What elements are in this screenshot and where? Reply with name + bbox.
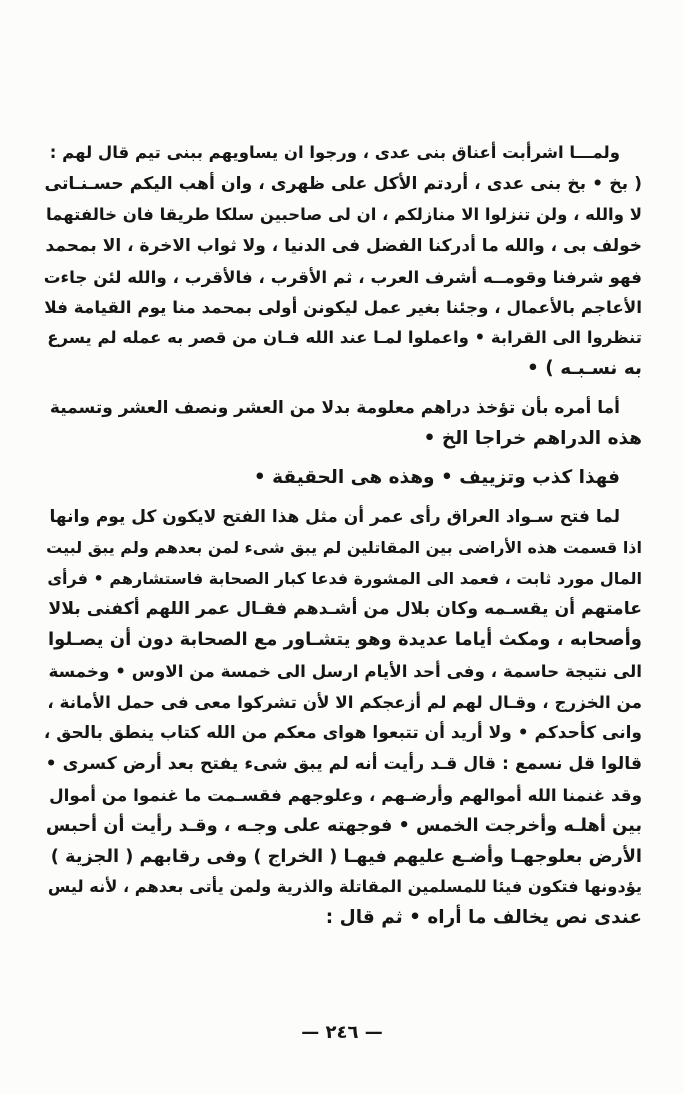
paragraph-3 [44, 463, 642, 494]
text-line: ( بخ • بخ بنى عدى ، أردتم الأكل على ظهرى ، وان أهب اليكم حسـنـاتى [44, 173, 642, 194]
text-line: خولف بى ، والله ما أدركنا الفضل فى الدنيا ، ولا ثواب الاخرة ، الا بمحمد [45, 235, 642, 256]
text-line: لا والله ، ولن تنزلوا الا منازلكم ، ان لى صاحبين سلكا طريقا فان خالفتهما [45, 204, 642, 224]
text-line: لما فتح سـواد العراق رأى عمر أن مثل هذا الفتح لايكون كل يوم وانها [49, 506, 620, 527]
text-line: وأصحابه ، ومكث أياما عديدة وهو يتشـاور مع الصحابة دون أن يصـلوا [48, 629, 642, 651]
text-line: عامتهم أن يقسـمه وكان بلال من أشـدهم فقـال عمر اللهم أكفنى بلالا [48, 599, 642, 620]
paragraph-2 [44, 393, 642, 455]
text-line: بين أهلـه وأخرجت الخمس • فوجهته على وجـه ، وقـد رأيت أن أحبس [45, 815, 642, 836]
text-line: قالوا قل نسمع : قال قـد رأيت أنه لم يبق شىء يفتح بعد أرض كسرى • [45, 753, 642, 774]
paragraph-4 [44, 502, 642, 934]
text-line: فهو شرفنا وقومــه أشرف العرب ، ثم الأقرب ، فالأقرب ، والله لئن جاءت [44, 266, 642, 287]
text-line: أما أمره بأن تؤخذ دراهم معلومة بدلا من العشر ونصف العشر وتسمية [49, 398, 620, 419]
body-text [44, 138, 642, 934]
text-line: به نسـبـه ) • [527, 358, 642, 380]
text-line: تنظروا الى القرابة • واعملوا لمـا عند الله فـان من قصر به عمله لم يسرع [47, 328, 642, 348]
text-line: المال مورد ثابت ، فعمد الى المشورة فدعا كبار الصحابة فاستشارهم • فرأى [47, 568, 642, 588]
text-line: هذه الدراهم خراجا الخ • [423, 428, 642, 450]
text-line: من الخزرج ، وقـال لهم لم أزعجكم الا لأن تشركوا معى فى حمل الأمانة ، [47, 692, 642, 713]
paragraph-1 [44, 138, 642, 385]
text-line: الأرض بعلوجهـا وأضـع عليهم فيهـا ( الخراج ) وفى رقابهم ( الجزية ) [50, 846, 642, 867]
text-line: عندى نص يخالف ما أراه • ثم قال : [325, 907, 642, 929]
text-line: وقد غنمنا الله أموالهم وأرضـهم ، وعلوجهم فقسـمت ما غنموا من أموال [49, 784, 642, 805]
text-line: اذا قسمت هذه الأراضى بين المقاتلين لم يبق شىء لمن بعدهم ولم يبق لبيت [46, 537, 642, 557]
text-line: الأعاجم بالأعمال ، وجئنا بغير عمل ليكونن أولى بمحمد منا يوم القيامة فلا [44, 297, 642, 318]
text-line: يؤدونها فتكون فيئا للمسلمين المقاتلة والذرية ولمن يأتى بعدهم ، لأنه ليس [47, 877, 642, 897]
text-line: ولمـــا اشرأبت أعناق بنى عدى ، ورجوا ان يساويهم ببنى تيم قال لهم : [49, 143, 620, 162]
text-line: الى نتيجة حاسمة ، وفى أحد الأيام ارسل الى خمسة من الاوس • وخمسة [48, 661, 642, 682]
text-line: وانى كأحدكم • ولا أريد أن تتبعوا هواى معكم من الله كتاب ينطق بالحق ، [44, 723, 642, 744]
text-line: فهذا كذب وتزييف • وهذه هى الحقيقة • [253, 466, 620, 488]
page-number: — ٢٤٦ — [301, 1022, 383, 1043]
